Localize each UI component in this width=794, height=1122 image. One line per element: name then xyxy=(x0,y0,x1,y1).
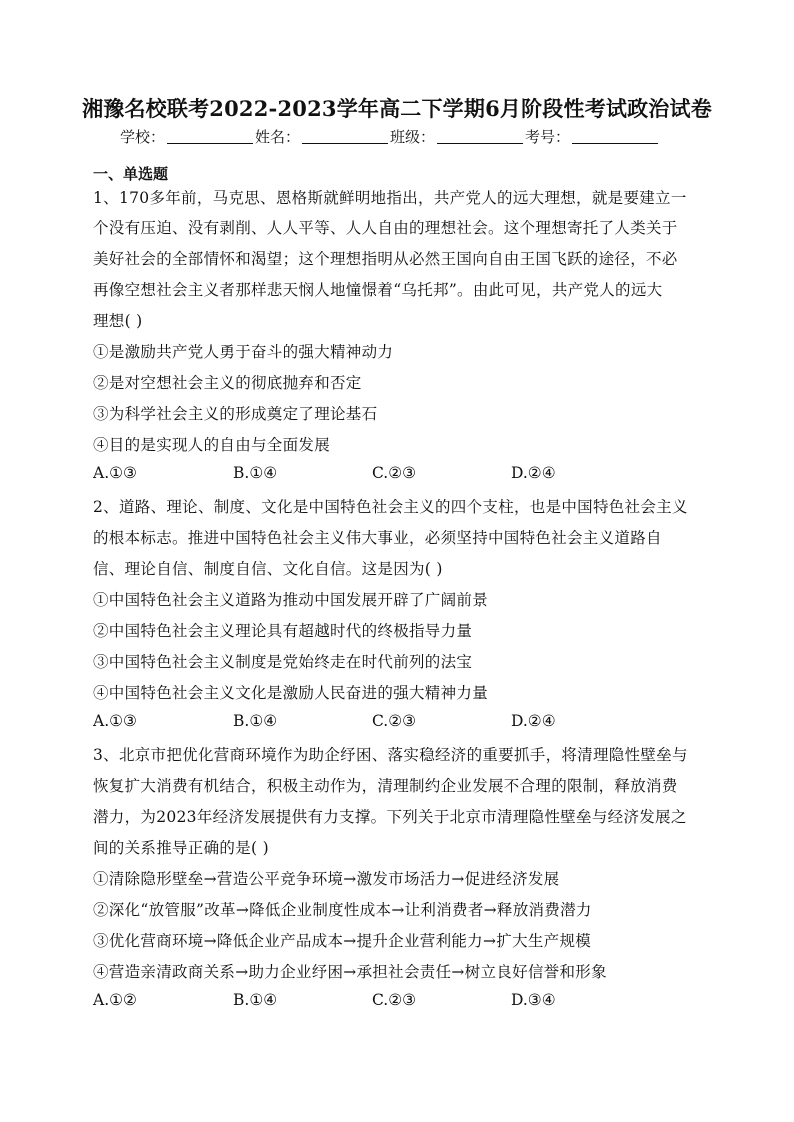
q1-line: 理想( ) xyxy=(93,312,143,330)
q2-statement: ①中国特色社会主义道路为推动中国发展开辟了广阔前景 xyxy=(93,591,489,609)
q1-statement: ②是对空想社会主义的彻底抛弃和否定 xyxy=(93,374,362,392)
q3-line: 潜力，为2023年经济发展提供有力支撑。下列关于北京市清理隐性壁垒与经济发展之 xyxy=(93,808,687,826)
q2-option-b: B.①④ xyxy=(233,712,278,730)
number-label: 考号： xyxy=(525,128,571,146)
q3-option-b: B.①④ xyxy=(233,991,278,1009)
q1-statement: ①是激励共产党人勇于奋斗的强大精神动力 xyxy=(93,343,394,361)
q1-line: 美好社会的全部情怀和渴望；这个理想指明从必然王国向自由王国飞跃的途径，不必 xyxy=(93,250,678,268)
q2-statement: ③中国特色社会主义制度是党始终走在时代前列的法宝 xyxy=(93,653,473,671)
q3-option-a: A.①② xyxy=(93,991,137,1009)
q1-statement: ④目的是实现人的自由与全面发展 xyxy=(93,436,331,454)
q3-statement: ③优化营商环境→降低企业产品成本→提升企业营利能力→扩大生产规模 xyxy=(93,932,592,950)
q3-line: 恢复扩大消费有机结合，积极主动作为，清理制约企业发展不合理的限制，释放消费 xyxy=(93,777,678,795)
q1-option-c: C.②③ xyxy=(372,464,417,482)
q3-option-d: D.③④ xyxy=(511,991,556,1009)
q3-line: 3、北京市把优化营商环境作为助企纾困、落实稳经济的重要抓手，将清理隐性壁垒与 xyxy=(93,746,688,764)
q2-statement: ②中国特色社会主义理论具有超越时代的终极指导力量 xyxy=(93,622,473,640)
q3-option-c: C.②③ xyxy=(372,991,417,1009)
q1-option-a: A.①③ xyxy=(93,464,137,482)
q1-option-b: B.①④ xyxy=(233,464,278,482)
q3-statement: ④营造亲清政商关系→助力企业纾困→承担社会责任→树立良好信誉和形象 xyxy=(93,963,607,981)
name-label: 姓名： xyxy=(255,128,301,146)
student-info-row xyxy=(120,126,660,147)
school-blank xyxy=(167,129,253,144)
section-heading: 一、单选题 xyxy=(93,165,169,183)
number-blank xyxy=(572,129,658,144)
q1-line: 再像空想社会主义者那样悲天悯人地憧憬着“乌托邦”。由此可见，共产党人的远大 xyxy=(93,281,663,299)
school-label: 学校： xyxy=(120,128,166,146)
q3-statement: ①清除隐形壁垒→营造公平竞争环境→激发市场活力→促进经济发展 xyxy=(93,870,560,888)
q2-line: 的根本标志。推进中国特色社会主义伟大事业，必须坚持中国特色社会主义道路自 xyxy=(93,529,662,547)
q2-line: 信、理论自信、制度自信、文化自信。这是因为( ) xyxy=(93,560,443,578)
class-label: 班级： xyxy=(390,128,436,146)
class-blank xyxy=(437,129,523,144)
q2-option-d: D.②④ xyxy=(511,712,556,730)
q1-statement: ③为科学社会主义的形成奠定了理论基石 xyxy=(93,405,378,423)
name-blank xyxy=(302,129,388,144)
exam-title: 湘豫名校联考2022-2023学年高二下学期6月阶段性考试政治试卷 xyxy=(82,96,712,121)
q1-option-d: D.②④ xyxy=(511,464,556,482)
q3-line: 间的关系推导正确的是( ) xyxy=(93,839,269,857)
q2-option-a: A.①③ xyxy=(93,712,137,730)
q1-line: 个没有压迫、没有剥削、人人平等、人人自由的理想社会。这个理想寄托了人类关于 xyxy=(93,219,678,237)
q2-statement: ④中国特色社会主义文化是激励人民奋进的强大精神力量 xyxy=(93,684,489,702)
q2-option-c: C.②③ xyxy=(372,712,417,730)
q2-line: 2、道路、理论、制度、文化是中国特色社会主义的四个支柱，也是中国特色社会主义 xyxy=(93,498,688,516)
q1-line: 1、170多年前，马克思、恩格斯就鲜明地指出，共产党人的远大理想，就是要建立一 xyxy=(93,189,687,207)
q3-statement: ②深化“放管服”改革→降低企业制度性成本→让利消费者→释放消费潜力 xyxy=(93,901,592,919)
